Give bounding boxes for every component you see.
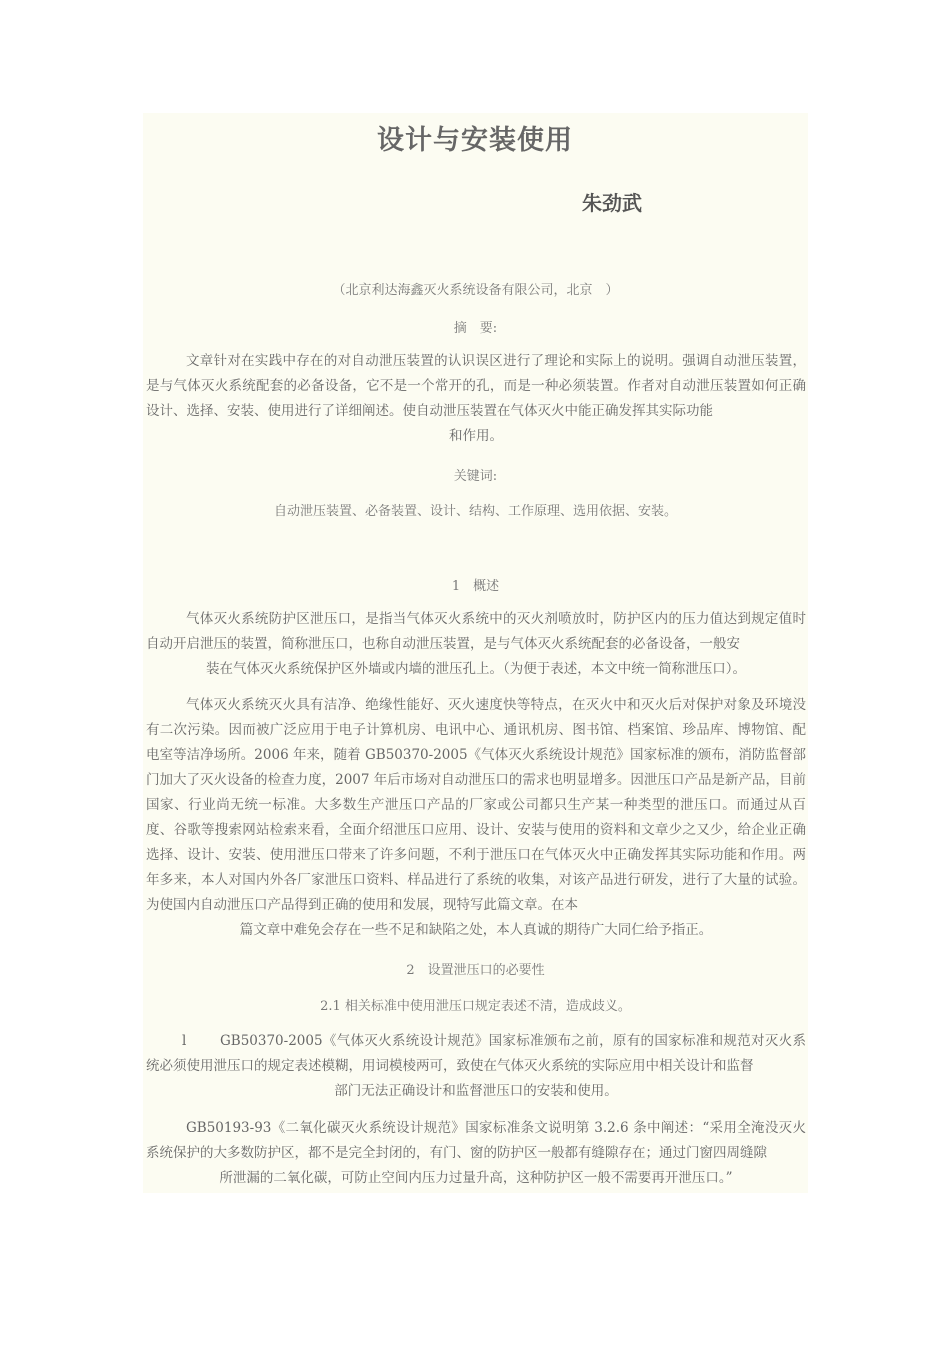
affiliation: （北京利达海鑫灭火系统设备有限公司，北京 ） xyxy=(332,283,619,298)
paragraph-body: 气体灭火系统防护区泄压口，是指当气体灭火系统中的灭火剂喷放时，防护区内的压力值达到规定值时自动开启泄压的装置，简称泄压口，也称自动泄压装置，是与气体灭火系统配套的必备设备，一般安 xyxy=(146,611,806,652)
author-name: 朱劲武 xyxy=(582,191,642,215)
section-1-paragraph-2 xyxy=(146,693,806,943)
section-2-1-heading: 2.1 相关标准中使用泄压口规定表述不清，造成歧义。 xyxy=(320,999,631,1014)
paragraph-body: 气体灭火系统灭火具有洁净、绝缘性能好、灭火速度快等特点，在灭火中和灭火后对保护对象及环境没有二次污染。因而被广泛应用于电子计算机房、电讯中心、通讯机房、图书馆、档案馆、珍品库、博物馆、配电室等洁净场所。2006 年来，随着 GB50370-2005《气体灭火系统设计规范》国家标准的颁布，消防监督部门加大了灭火设备的检查力度，2007 年后市场对自动泄压口的需求也明显增多。因泄压口产品是新产品，目前国家、行业尚无统一标准。大多数生产泄压口产品的厂家或公司都只生产某一种类型的泄压口。而通过从百度、谷歌等搜索网站检索来看，全面介绍泄压口应用、设计、安装与使用的资料和文章少之又少，给企业正确选择、设计、安装、使用泄压口带来了许多问题，不利于泄压口在气体灭火中正确发挥其实际功能和作用。两年多来，本人对国内外各厂家泄压口资料、样品进行了系统的收集，对该产品进行研发，进行了大量的试验。为使国内自动泄压口产品得到正确的使用和发展，现特写此篇文章。在本 xyxy=(146,697,806,913)
paragraph-last-line: 所泄漏的二氧化碳，可防止空间内压力过量升高，这种防护区一般不需要再开泄压口。” xyxy=(219,1170,733,1186)
section-2-heading: 2 设置泄压口的必要性 xyxy=(406,963,545,978)
list-marker: l xyxy=(182,1033,187,1049)
abstract-last-line: 和作用。 xyxy=(449,428,503,444)
abstract-label: 摘 要: xyxy=(453,321,498,336)
paragraph-text: GB50370-2005《气体灭火系统设计规范》国家标准颁布之前，原有的国家标准和规范对灭火系统必须使用泄压口的规定表述模糊，用词模棱两可，致使在气体灭火系统的实际应用中相关设计和监督 xyxy=(146,1033,806,1074)
paragraph-last-line: 篇文章中难免会存在一些不足和缺陷之处，本人真诚的期待广大同仁给予指正。 xyxy=(239,922,713,938)
keywords-label: 关键词: xyxy=(453,469,498,484)
section-1-heading: 1 概述 xyxy=(451,579,500,594)
abstract-paragraph xyxy=(146,349,806,449)
section-1-paragraph-1 xyxy=(146,607,806,682)
paragraph-last-line: 装在气体灭火系统保护区外墙或内墙的泄压孔上。（为便于表述，本文中统一简称泄压口）。 xyxy=(206,661,746,677)
document-title: 设计与安装使用 xyxy=(377,125,573,156)
section-2-paragraph-2 xyxy=(146,1116,806,1191)
abstract-body: 文章针对在实践中存在的对自动泄压装置的认识误区进行了理论和实际上的说明。强调自动泄压装置，是与气体灭火系统配套的必备设备，它不是一个常开的孔，而是一种必须装置。作者对自动泄压装置如何正确设计、选择、安装、使用进行了详细阐述。使自动泄压装置在气体灭火中能正确发挥其实际功能 xyxy=(146,353,806,419)
paragraph-body xyxy=(146,1029,806,1079)
paragraph-last-line: 部门无法正确设计和监督泄压口的安装和使用。 xyxy=(334,1083,618,1099)
keywords: 自动泄压装置、必备装置、设计、结构、工作原理、选用依据、安装。 xyxy=(273,504,677,519)
section-2-paragraph-1 xyxy=(146,1029,806,1104)
paragraph-body: GB50193-93《二氧化碳灭火系统设计规范》国家标准条文说明第 3.2.6 条中阐述：“采用全淹没灭火系统保护的大多数防护区，都不是完全封闭的，有门、窗的防护区一般都有缝隙存在；通过门窗四周缝隙 xyxy=(146,1120,806,1161)
